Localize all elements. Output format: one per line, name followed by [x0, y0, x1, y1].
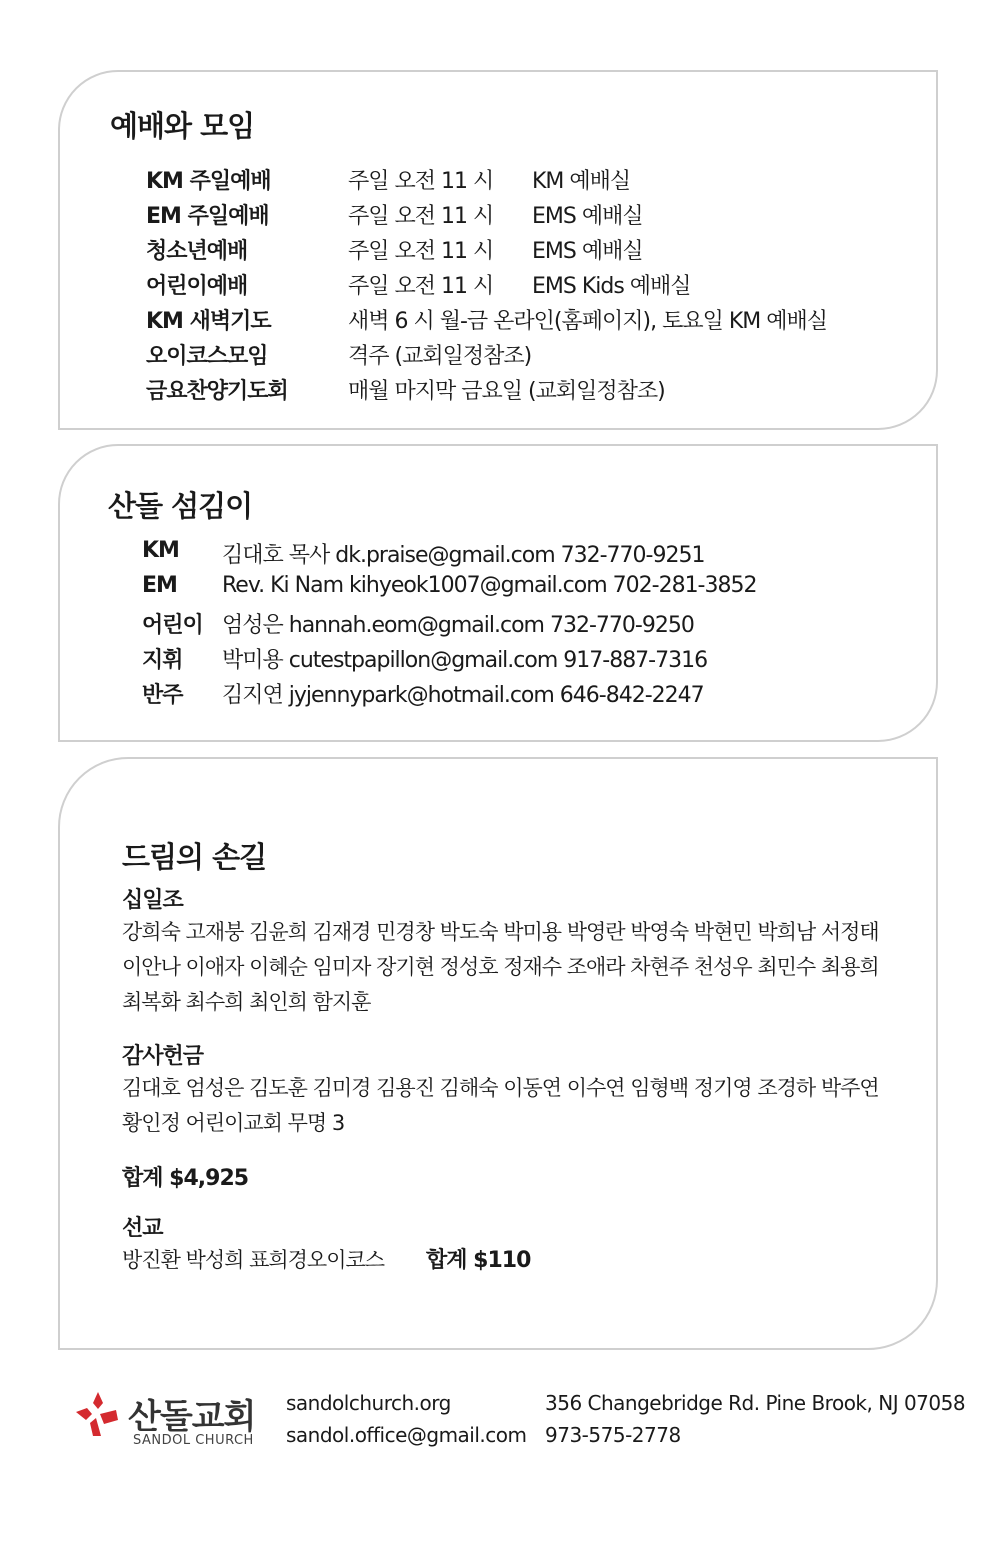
service-name: KM 새벽기도 [146, 309, 271, 334]
service-row [60, 234, 936, 269]
staff-role: EM [142, 573, 177, 598]
service-name: 청소년예배 [146, 239, 248, 264]
staff-info: 박미용 cutestpapillon@gmail.com 917-887-7316 [222, 648, 708, 673]
mission-label: 선교 [122, 1216, 163, 1241]
service-time: 주일 오전 11 시 [348, 204, 494, 229]
staff-row [60, 573, 936, 608]
staff-role: 반주 [142, 683, 183, 708]
thanks-names: 김대호 엄성은 김도훈 김미경 김용진 김해숙 이동연 이수연 임형백 정기영 조경하 박주연 황인정 어린이교회 무명 3 [122, 1076, 879, 1135]
service-detail: 격주 (교회일정참조) [348, 344, 532, 369]
logo-name: 산돌교회 [128, 1397, 256, 1437]
church-logo-icon [74, 1390, 122, 1438]
service-row [60, 374, 936, 409]
staff-role: KM [142, 538, 179, 563]
staff-panel [58, 444, 938, 742]
staff-role: 어린이 [142, 613, 203, 638]
staff-row [60, 643, 936, 678]
staff-row [60, 608, 936, 643]
address-text: 356 Changebridge Rd. Pine Brook, NJ 07058 [545, 1391, 966, 1415]
service-place: EMS 예배실 [532, 204, 643, 229]
website-link[interactable]: sandolchurch.org [286, 1391, 451, 1415]
service-name: 오이코스모임 [146, 344, 268, 369]
staff-row [60, 678, 936, 713]
offering-title: 드림의 손길 [122, 840, 267, 874]
staff-row [60, 538, 936, 573]
mission-total: 합계 $110 [426, 1248, 531, 1273]
service-row [60, 164, 936, 199]
service-place: EMS Kids 예배실 [532, 274, 691, 299]
service-row [60, 269, 936, 304]
email-link[interactable]: sandol.office@gmail.com [286, 1423, 527, 1447]
staff-title: 산돌 섬김이 [108, 489, 253, 523]
service-name: KM 주일예배 [146, 169, 271, 194]
staff-info: 김지연 jyjennypark@hotmail.com 646-842-2247 [222, 683, 704, 708]
phone-text: 973-575-2778 [545, 1423, 681, 1447]
offering-total: 합계 $4,925 [122, 1166, 249, 1191]
service-time: 주일 오전 11 시 [348, 274, 494, 299]
tithe-label: 십일조 [122, 888, 183, 913]
staff-role: 지휘 [142, 648, 183, 673]
logo-subtitle: SANDOL CHURCH [133, 1433, 254, 1448]
service-place: KM 예배실 [532, 169, 631, 194]
services-title: 예배와 모임 [110, 109, 255, 143]
service-time: 주일 오전 11 시 [348, 239, 494, 264]
staff-info: Rev. Ki Nam kihyeok1007@gmail.com 702-281-3852 [222, 573, 757, 598]
service-detail: 매월 마지막 금요일 (교회일정참조) [348, 379, 665, 404]
service-row [60, 339, 936, 374]
staff-info: 엄성은 hannah.eom@gmail.com 732-770-9250 [222, 613, 694, 638]
service-name: 어린이예배 [146, 274, 248, 299]
offering-panel [58, 757, 938, 1350]
service-name: EM 주일예배 [146, 204, 269, 229]
service-detail: 새벽 6 시 월-금 온라인(홈페이지), 토요일 KM 예배실 [348, 309, 827, 334]
service-name: 금요찬양기도회 [146, 379, 288, 404]
thanks-label: 감사헌금 [122, 1044, 204, 1069]
service-time: 주일 오전 11 시 [348, 169, 494, 194]
services-panel [58, 70, 938, 430]
tithe-names: 강희숙 고재붕 김윤희 김재경 민경창 박도숙 박미용 박영란 박영숙 박현민 박희남 서정태 이안나 이애자 이혜순 임미자 장기현 정성호 정재수 조애라 차현주 천성우 최민수 최용희 최복화 최수희 최인희 함지훈 [122, 920, 879, 1014]
mission-names: 방진환 박성희 표희경오이코스 [122, 1248, 385, 1272]
service-row [60, 199, 936, 234]
staff-info: 김대호 목사 dk.praise@gmail.com 732-770-9251 [222, 543, 705, 568]
service-row [60, 304, 936, 339]
service-place: EMS 예배실 [532, 239, 643, 264]
